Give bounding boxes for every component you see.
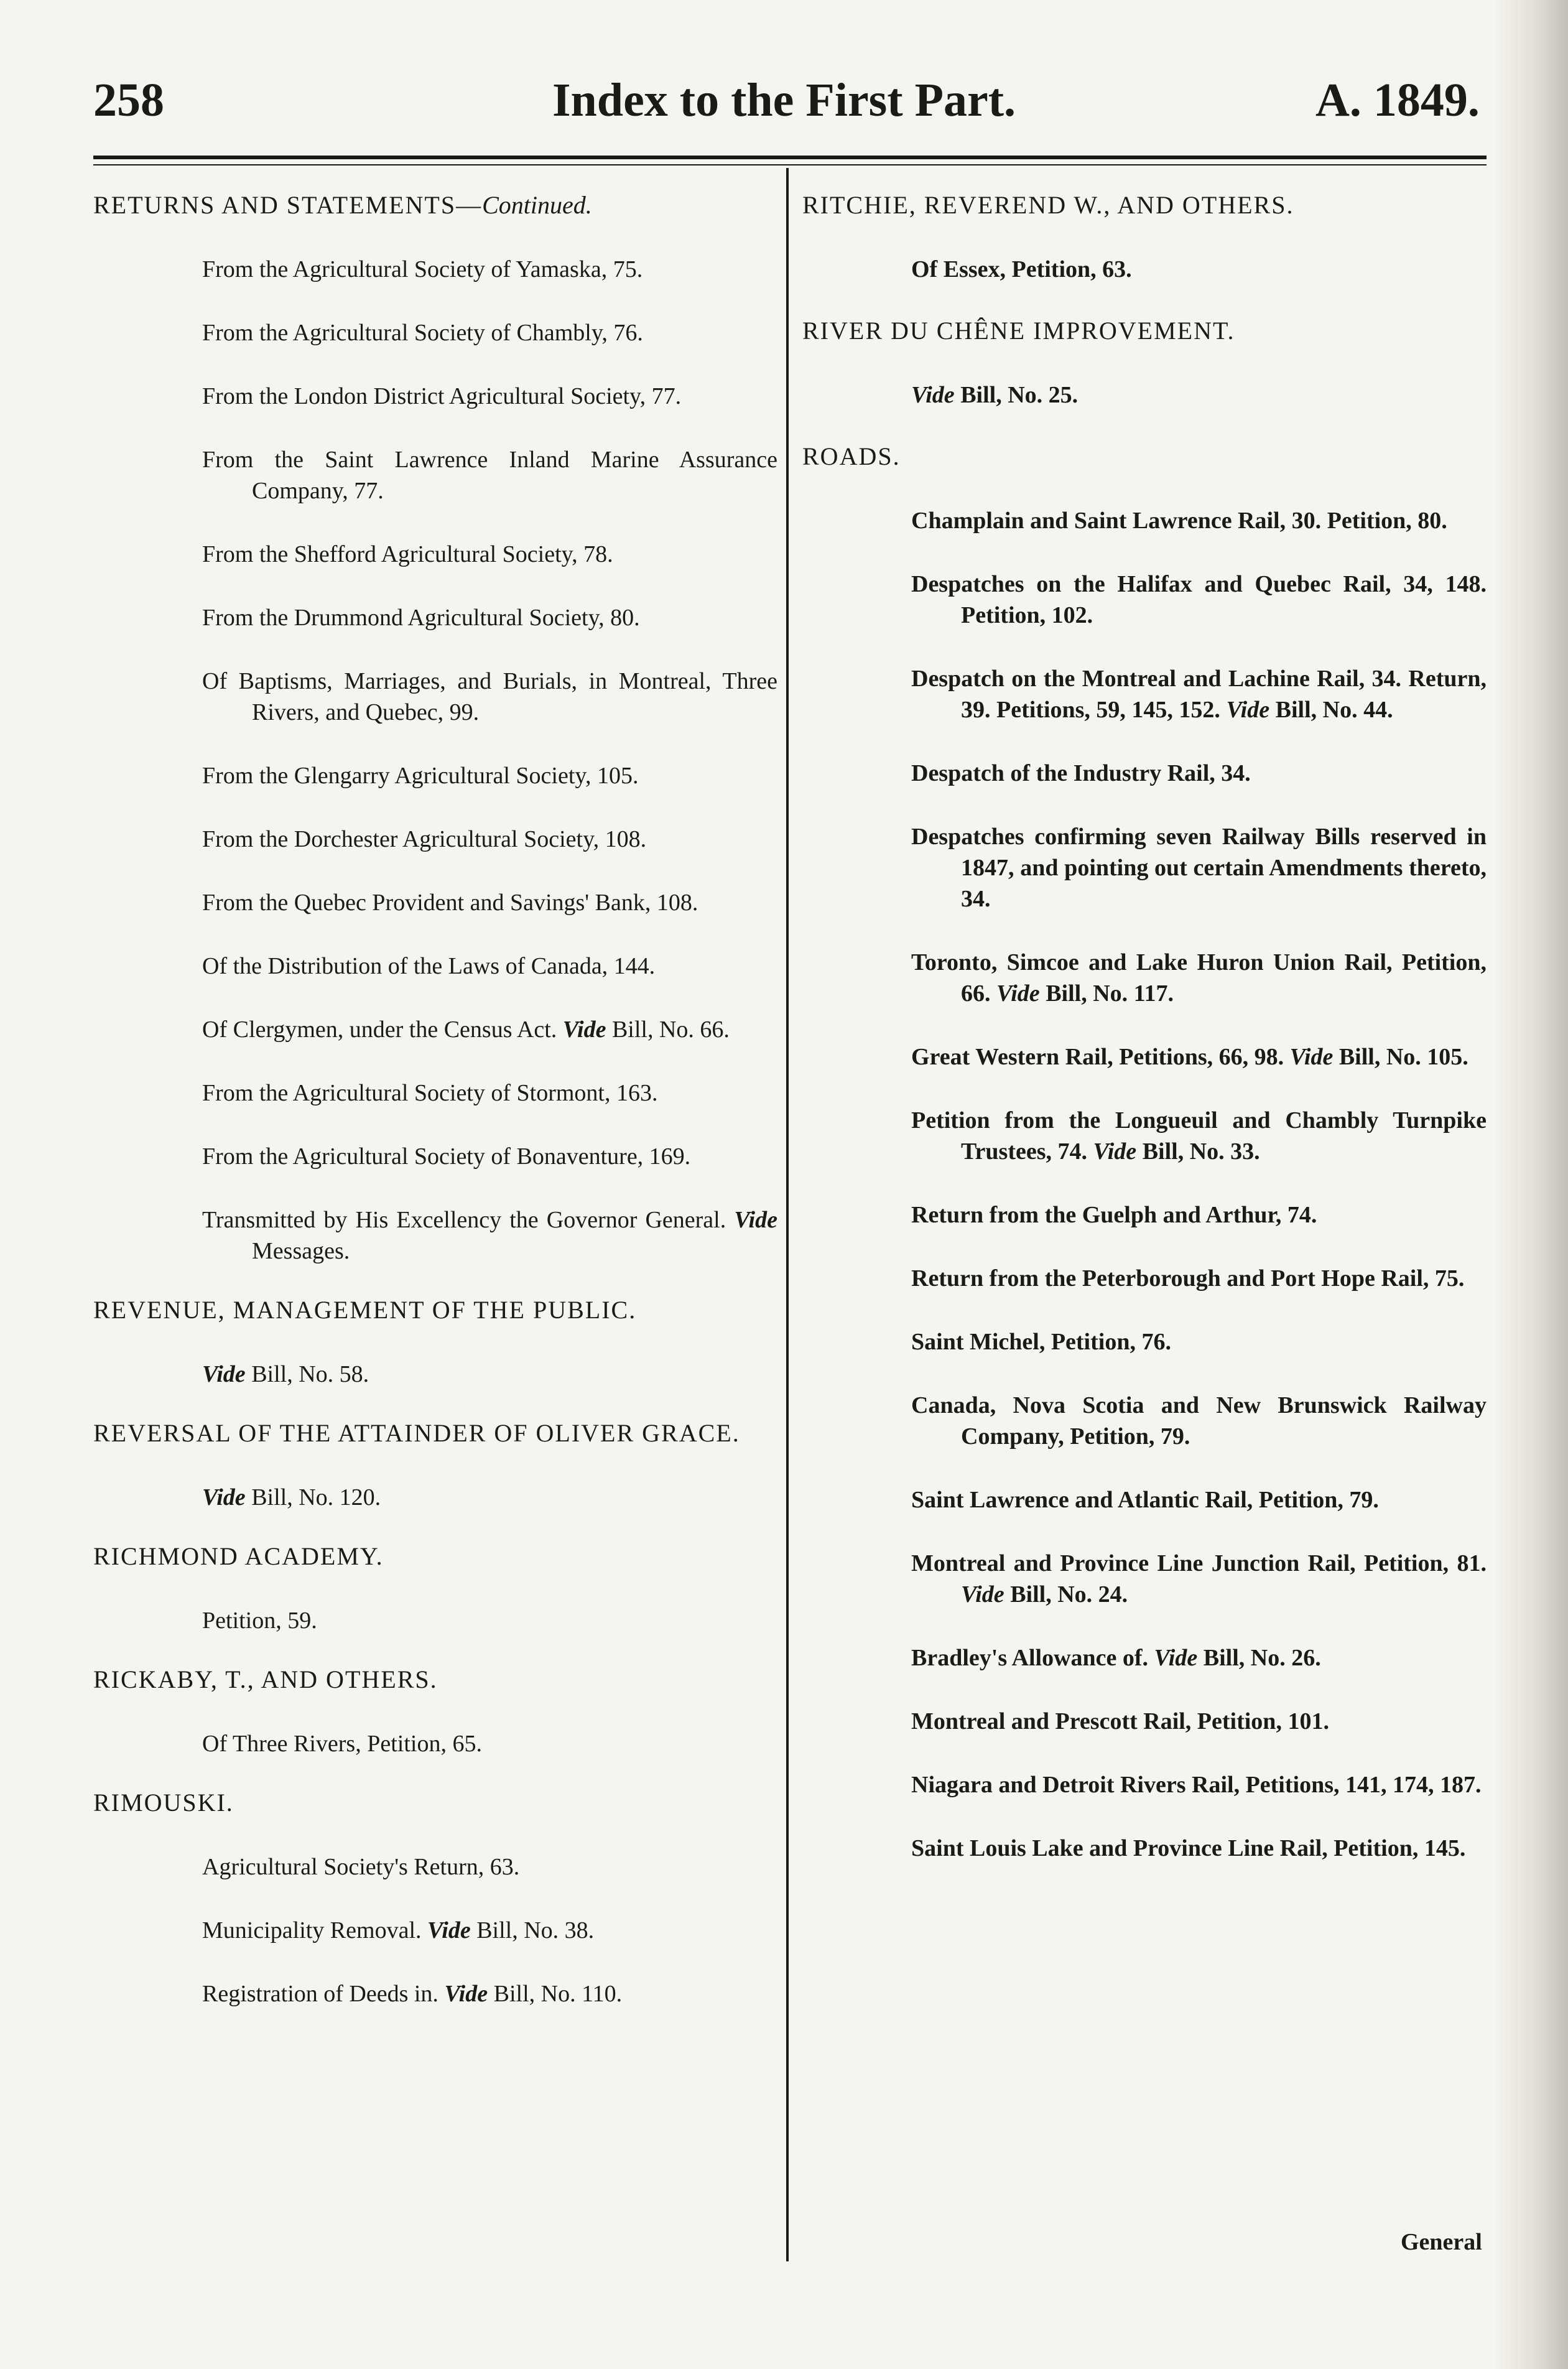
- entry-text: From the Agricultural Society of Stormont, 163.: [202, 1080, 658, 1106]
- vide-reference: Vide: [961, 1581, 1004, 1608]
- vide-reference: Vide: [1226, 697, 1270, 723]
- running-title: Index to the First Part.: [552, 74, 1016, 126]
- entry-text: Of Clergymen, under the Census Act.: [202, 1017, 557, 1043]
- reference-number: Bill, No. 24.: [1004, 1581, 1128, 1608]
- heading-text: RICHMOND ACADEMY.: [93, 1542, 384, 1570]
- entry-text: Municipality Removal.: [202, 1917, 422, 1943]
- index-entry: [202, 1359, 777, 1390]
- index-entry: [202, 539, 777, 570]
- index-entry: [202, 951, 777, 982]
- entry-text: Petition from the Longueuil and Chambly Turnpike Trustees, 74.: [911, 1107, 1487, 1165]
- index-entry: [202, 760, 777, 791]
- column-divider: [786, 168, 789, 2261]
- heading-text: RITCHIE, REVEREND W., AND OTHERS.: [802, 191, 1294, 219]
- index-entry: [911, 1548, 1487, 1610]
- index-entry: [202, 1915, 777, 1946]
- index-entry: [202, 317, 777, 348]
- index-entry: [911, 505, 1487, 536]
- reference-number: Bill, No. 25.: [954, 382, 1079, 408]
- index-entry: [202, 1728, 777, 1759]
- entry-text: Montreal and Province Line Junction Rail, Petition, 81.: [911, 1550, 1487, 1576]
- vide-reference: Vide: [202, 1484, 246, 1510]
- reference-number: Bill, No. 105.: [1333, 1044, 1468, 1070]
- entry-text: Niagara and Detroit Rivers Rail, Petitions, 141, 174, 187.: [911, 1772, 1482, 1798]
- heading-text: RIVER DU CHÊNE IMPROVEMENT.: [802, 317, 1235, 345]
- index-heading: [802, 189, 1487, 221]
- entry-text: Agricultural Society's Return, 63.: [202, 1854, 520, 1880]
- heading-text: REVERSAL OF THE ATTAINDER OF OLIVER GRACE.: [93, 1419, 740, 1447]
- index-entry: [911, 1105, 1487, 1167]
- reference-number: Bill, No. 58.: [245, 1361, 369, 1387]
- entry-text: Montreal and Prescott Rail, Petition, 101.: [911, 1708, 1329, 1734]
- entry-text: Of Essex, Petition, 63.: [911, 256, 1132, 282]
- entry-text: Bradley's Allowance of.: [911, 1645, 1149, 1671]
- vide-reference: Vide: [562, 1017, 606, 1043]
- entry-text: Great Western Rail, Petitions, 66, 98.: [911, 1044, 1284, 1070]
- heading-text: ROADS.: [802, 442, 901, 470]
- vide-reference: Vide: [1093, 1138, 1137, 1165]
- index-entry: [911, 1769, 1487, 1800]
- index-entry: [202, 1482, 777, 1513]
- entry-text: From the Agricultural Society of Chambly, 76.: [202, 320, 643, 346]
- index-entry: [202, 887, 777, 918]
- page-edge-shadow: [1493, 0, 1568, 2369]
- index-heading: [93, 1540, 777, 1573]
- index-entry: [911, 1642, 1487, 1673]
- entry-text: Of the Distribution of the Laws of Canada, 144.: [202, 953, 656, 979]
- entry-text: From the London District Agricultural Society, 77.: [202, 383, 682, 409]
- page-number: 258: [93, 74, 164, 126]
- index-entry: [202, 1605, 777, 1636]
- index-heading: [802, 440, 1487, 473]
- index-heading: [93, 1787, 777, 1819]
- entry-text: Of Three Rivers, Petition, 65.: [202, 1731, 482, 1757]
- index-entry: [202, 602, 777, 633]
- entry-text: Saint Michel, Petition, 76.: [911, 1329, 1171, 1355]
- entry-text: Toronto, Simcoe and Lake Huron Union Rail, Petition, 66.: [911, 949, 1487, 1007]
- index-heading: [93, 1417, 777, 1450]
- entry-text: Saint Louis Lake and Province Line Rail, Petition, 145.: [911, 1835, 1466, 1861]
- heading-text: RETURNS AND STATEMENTS—: [93, 191, 483, 219]
- entry-text: From the Dorchester Agricultural Society, 108.: [202, 826, 647, 852]
- vide-reference: Vide: [444, 1981, 488, 2007]
- entry-text: Champlain and Saint Lawrence Rail, 30. Petition, 80.: [911, 508, 1447, 534]
- page-header: [0, 73, 1568, 142]
- reference-number: Bill, No. 120.: [245, 1484, 381, 1510]
- reference-number: Bill, No. 117.: [1039, 980, 1174, 1007]
- index-entry: [911, 663, 1487, 725]
- index-entry: [202, 1204, 777, 1267]
- index-entry: [911, 254, 1487, 285]
- heading-text: RICKABY, T., AND OTHERS.: [93, 1665, 438, 1693]
- reference-number: Bill, No. 44.: [1269, 697, 1393, 723]
- reference-number: Messages.: [252, 1238, 350, 1264]
- entry-text: Saint Lawrence and Atlantic Rail, Petition, 79.: [911, 1487, 1379, 1513]
- index-entry: [202, 254, 777, 285]
- year-mark: A. 1849.: [1315, 74, 1480, 126]
- index-entry: [911, 758, 1487, 789]
- index-entry: [202, 1978, 777, 2009]
- index-entry: [911, 1390, 1487, 1452]
- entry-text: Transmitted by His Excellency the Governor General.: [202, 1207, 726, 1233]
- index-heading: [93, 1294, 777, 1326]
- index-entry: [911, 569, 1487, 631]
- reference-number: Bill, No. 33.: [1136, 1138, 1260, 1165]
- vide-reference: Vide: [1289, 1044, 1334, 1070]
- entry-text: From the Agricultural Society of Bonaventure, 169.: [202, 1143, 691, 1170]
- heading-text: RIMOUSKI.: [93, 1789, 234, 1817]
- entry-text: Canada, Nova Scotia and New Brunswick Railway Company, Petition, 79.: [911, 1392, 1487, 1450]
- entry-text: Return from the Peterborough and Port Hope Rail, 75.: [911, 1265, 1465, 1292]
- header-rule-thick: [93, 156, 1487, 159]
- left-column: [93, 189, 777, 2009]
- index-entry: [202, 1851, 777, 1883]
- entry-text: From the Quebec Provident and Savings' Bank, 108.: [202, 890, 698, 916]
- entry-text: Despatches confirming seven Railway Bills reserved in 1847, and pointing out certain Amendments thereto, 34.: [911, 824, 1487, 912]
- index-heading: [93, 1664, 777, 1696]
- entry-text: Despatch on the Montreal and Lachine Rail, 34. Return, 39. Petitions, 59, 145, 152.: [911, 666, 1487, 723]
- reference-number: Bill, No. 26.: [1197, 1645, 1321, 1671]
- vide-reference: Vide: [911, 382, 955, 408]
- header-rule-thin: [93, 164, 1487, 165]
- index-entry: [911, 821, 1487, 915]
- index-entry: [911, 379, 1487, 411]
- entry-text: From the Drummond Agricultural Society, 80.: [202, 605, 640, 631]
- index-entry: [911, 1484, 1487, 1515]
- entry-text: From the Shefford Agricultural Society, 78.: [202, 541, 613, 567]
- index-entry: [911, 1041, 1487, 1073]
- reference-number: Bill, No. 38.: [470, 1917, 595, 1943]
- index-entry: [202, 381, 777, 412]
- entry-text: Despatch of the Industry Rail, 34.: [911, 760, 1251, 786]
- vide-reference: Vide: [1154, 1645, 1198, 1671]
- index-entry: [911, 1833, 1487, 1864]
- index-entry: [911, 1199, 1487, 1231]
- index-entry: [202, 1014, 777, 1045]
- entry-text: Petition, 59.: [202, 1608, 317, 1634]
- catchword: General: [1401, 2229, 1482, 2255]
- heading-text: REVENUE, MANAGEMENT OF THE PUBLIC.: [93, 1296, 637, 1324]
- index-entry: [911, 947, 1487, 1009]
- entry-text: From the Saint Lawrence Inland Marine Assurance Company, 77.: [202, 447, 777, 504]
- index-entry: [202, 1141, 777, 1172]
- index-heading: [802, 315, 1487, 347]
- continued-label: Continued.: [482, 191, 592, 219]
- reference-number: Bill, No. 66.: [606, 1017, 730, 1043]
- entry-text: Of Baptisms, Marriages, and Burials, in Montreal, Three Rivers, and Quebec, 99.: [202, 668, 777, 725]
- index-entry: [202, 824, 777, 855]
- entry-text: Return from the Guelph and Arthur, 74.: [911, 1202, 1317, 1228]
- entry-text: From the Agricultural Society of Yamaska, 75.: [202, 256, 643, 282]
- vide-reference: Vide: [996, 980, 1040, 1007]
- index-entry: [911, 1263, 1487, 1294]
- index-entry: [202, 444, 777, 506]
- vide-reference: Vide: [427, 1917, 471, 1943]
- index-entry: [202, 1077, 777, 1109]
- index-entry: [202, 666, 777, 728]
- entry-text: From the Glengarry Agricultural Society, 105.: [202, 763, 639, 789]
- index-heading: [93, 189, 777, 221]
- vide-reference: Vide: [734, 1207, 777, 1233]
- entry-text: Registration of Deeds in.: [202, 1981, 438, 2007]
- index-entry: [911, 1326, 1487, 1357]
- entry-text: Despatches on the Halifax and Quebec Rail, 34, 148. Petition, 102.: [911, 571, 1487, 628]
- index-entry: [911, 1706, 1487, 1737]
- vide-reference: Vide: [202, 1361, 246, 1387]
- reference-number: Bill, No. 110.: [488, 1981, 623, 2007]
- right-column: [802, 189, 1487, 1864]
